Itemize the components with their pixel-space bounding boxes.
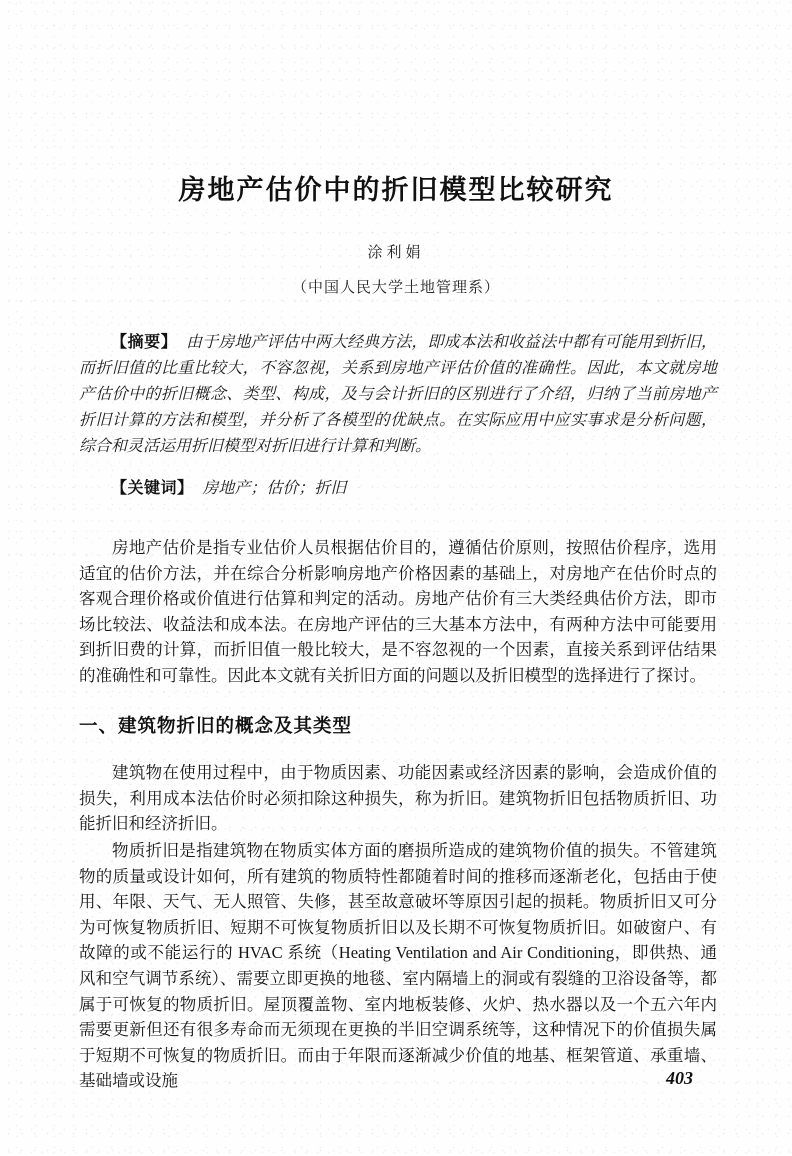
- page-number: 403: [666, 1068, 693, 1088]
- keywords-label: 【关键词】: [111, 480, 194, 497]
- keywords-block: [79, 476, 717, 502]
- author-affiliation: （中国人民大学土地管理系）: [291, 280, 500, 296]
- abstract-block: [79, 330, 717, 460]
- article-title: 房地产估价中的折旧模型比较研究: [178, 175, 614, 205]
- section-1-paragraph-1: 建筑物在使用过程中，由于物质因素、功能因素或经济因素的影响，会造成价值的损失，利用成本法估价时必须扣除这种损失，称为折旧。建筑物折旧包括物质折旧、功能折旧和经济折旧。: [79, 763, 717, 834]
- section-1-paragraph-2: 物质折旧是指建筑物在物质实体方面的磨损所造成的建筑物价值的损失。不管建筑物的质量或设计如何，所有建筑的物质特性都随着时间的推移而逐渐老化，包括由于使用、年限、天气、无人照管、失修，甚至故意破坏等原因引起的损耗。物质折旧又可分为可恢复物质折旧、短期不可恢复物质折旧以及长期不可恢复物质折旧。如破窗户、有故障的或不能运行的 HVAC 系统（Heating Ventilation and Air Conditioning，即供热、通风和空气调节系统）、需要立即更换的地毯、室内隔墙上的洞或有裂缝的卫浴设备等，都属于可恢复的物质折旧。屋顶覆盖物、室内地板装修、火炉、热水器以及一个五六年内需要更新但还有很多寿命而无须现在更换的半旧空调系统等，这种情况下的价值损失属于短期不可恢复的物质折旧。而由于年限而逐渐减少价值的地基、框架管道、承重墙、基础墙或设施: [79, 841, 717, 1091]
- intro-paragraph: 房地产估价是指专业估价人员根据估价目的，遵循估价原则，按照估价程序，选用适宜的估价方法，并在综合分析影响房地产价格因素的基础上，对房地产在估价时点的客观合理价格或价值进行估算和判定的活动。房地产估价有三大类经典估价方法，即市场比较法、收益法和成本法。在房地产评估的三大基本方法中，有两种方法中可能要用到折旧费的计算，而折旧值一般比较大，是不容忽视的一个因素，直接关系到评估结果的准确性和可靠性。因此本文就有关折旧方面的问题以及折旧模型的选择进行了探讨。: [79, 538, 717, 685]
- abstract-text: 由于房地产评估中两大经典方法，即成本法和收益法中都有可能用到折旧，而折旧值的比重比较大，不容忽视，关系到房地产评估价值的准确性。因此，本文就房地产估价中的折旧概念、类型、构成，及与会计折旧的区别进行了介绍，归纳了当前房地产折旧计算的方法和模型，并分析了各模型的优缺点。在实际应用中应实事求是分析问题，综合和灵活运用折旧模型对折旧进行计算和判断。: [79, 334, 717, 455]
- section-1-heading: 一、建筑物折旧的概念及其类型: [79, 715, 353, 736]
- abstract-label: 【摘要】: [111, 334, 178, 351]
- author-name: 涂利娟: [367, 245, 425, 261]
- keywords-text: 房地产；估价；折旧: [202, 480, 347, 497]
